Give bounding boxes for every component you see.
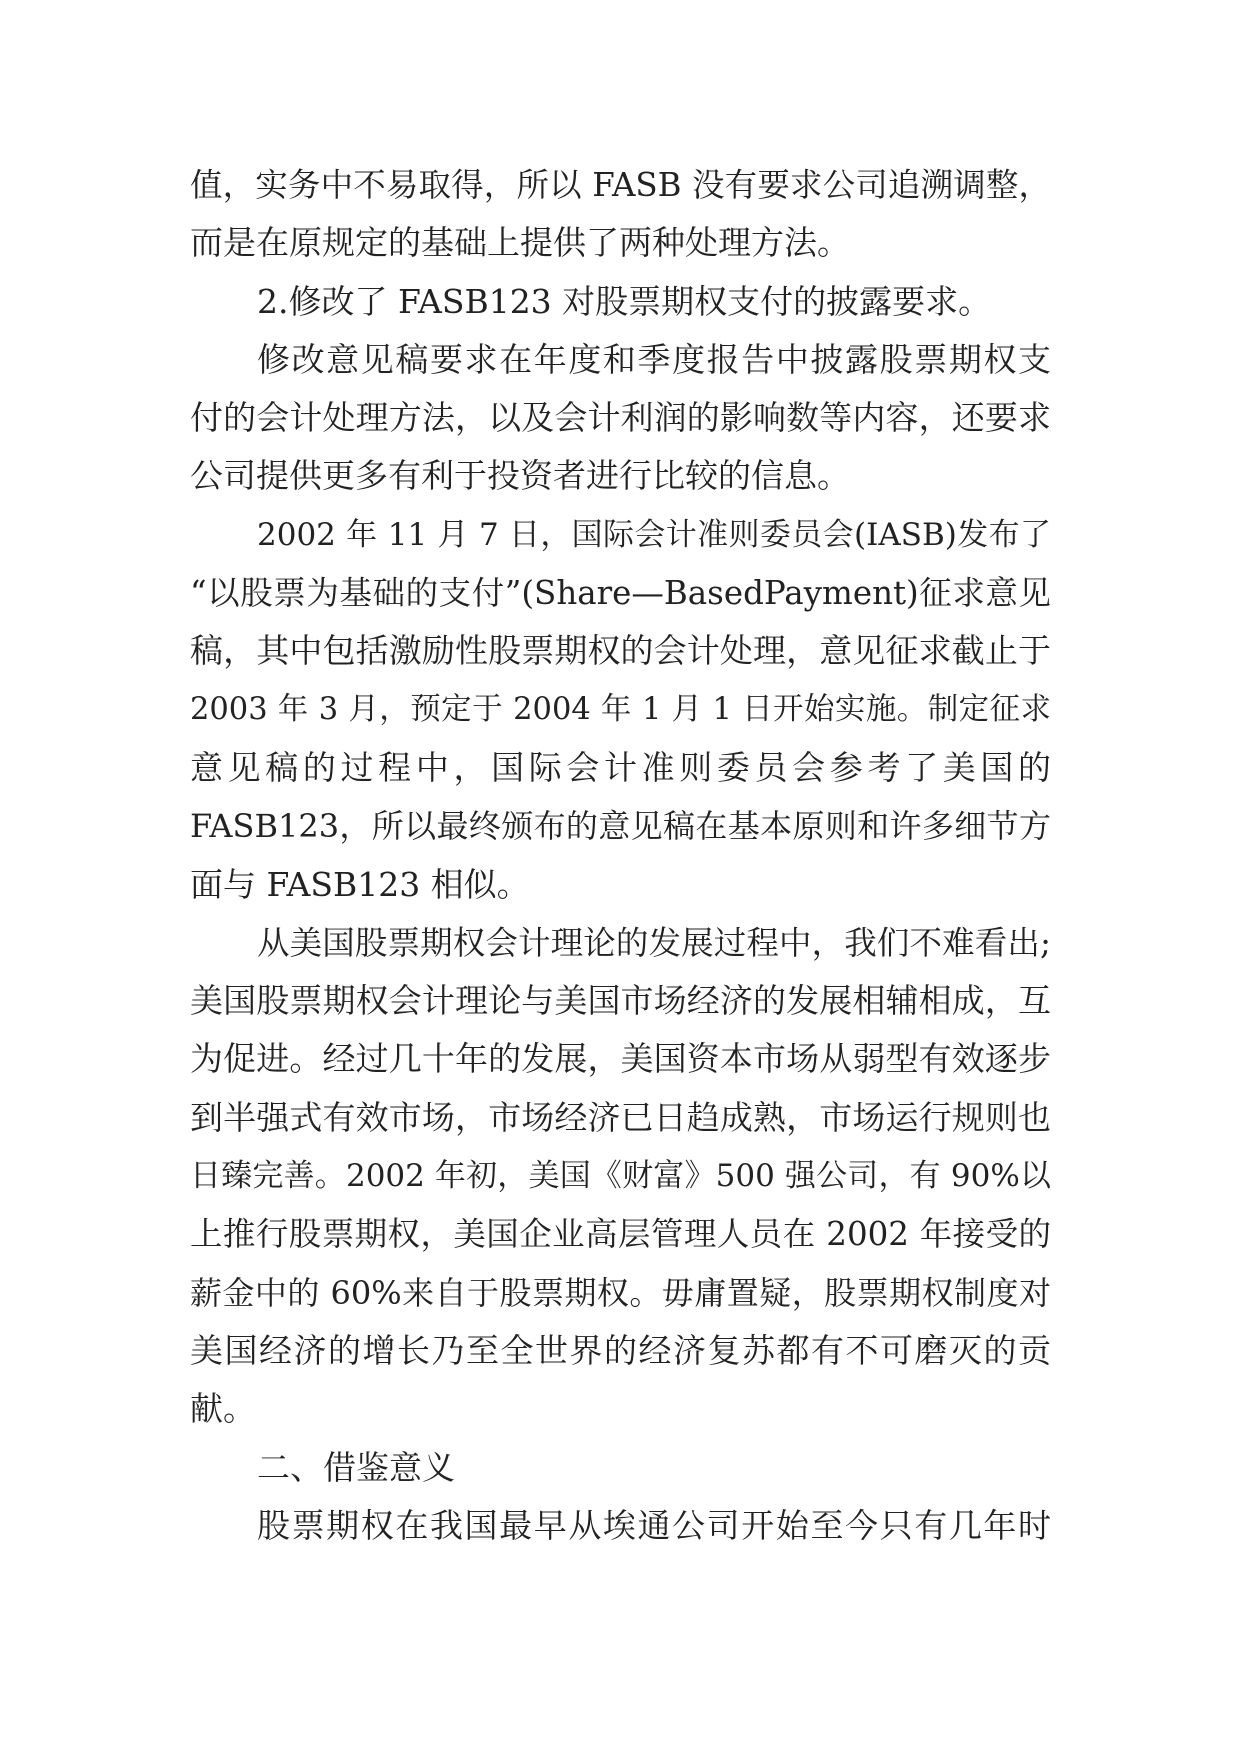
text-line: 修改意见稿要求在年度和季度报告中披露股票期权支 (257, 339, 1051, 379)
paragraph (190, 156, 1051, 273)
text-line: 从美国股票期权会计理论的发展过程中，我们不难看出; (257, 923, 1051, 962)
text-line: 面与 FASB123 相似。 (190, 864, 530, 904)
text-line: 公司提供更多有利于投资者进行比较的信息。 (190, 456, 850, 496)
text-line: 美国股票期权会计理论与美国市场经济的发展相辅相成，互 (190, 981, 1051, 1021)
paragraph (190, 1497, 1051, 1555)
text-line: FASB123，所以最终颁布的意见稿在基本原则和许多细节方 (190, 807, 1051, 846)
paragraph (190, 506, 1051, 914)
text-line: 到半强式有效市场，市场经济已日趋成熟，市场运行规则也 (190, 1097, 1051, 1137)
section-heading (190, 1439, 1051, 1497)
text-line: “以股票为基础的支付”(Share—BasedPayment)征求意见 (190, 574, 1051, 613)
text-line: 献。 (190, 1389, 256, 1429)
text-line: 美国经济的增长乃至全世界的经济复苏都有不可磨灭的贡 (190, 1330, 1051, 1370)
text-line: 股票期权在我国最早从埃通公司开始至今只有几年时 (257, 1505, 1051, 1545)
text-line: 稿，其中包括激励性股票期权的会计处理，意见征求截止于 (190, 631, 1051, 671)
paragraph (190, 914, 1051, 1439)
text-line: 上推行股票期权，美国企业高层管理人员在 2002 年接受的 (190, 1215, 1051, 1254)
text-line: 薪金中的 60%来自于股票期权。毋庸置疑，股票期权制度对 (190, 1273, 1051, 1312)
text-line: 而是在原规定的基础上提供了两种处理方法。 (190, 223, 850, 263)
text-line: 2.修改了 FASB123 对股票期权支付的披露要求。 (257, 281, 992, 321)
paragraph (190, 331, 1051, 506)
text-line: 2002 年 11 月 7 日，国际会计准则委员会(IASB)发布了 (257, 516, 1051, 553)
document-body (190, 156, 1051, 1555)
text-line: 日臻完善。2002 年初，美国《财富》500 强公司，有 90%以 (190, 1158, 1051, 1195)
paragraph (190, 273, 1051, 331)
text-line: 为促进。经过几十年的发展，美国资本市场从弱型有效逐步 (190, 1039, 1051, 1079)
text-line: 2003 年 3 月，预定于 2004 年 1 月 1 日开始实施。制定征求 (190, 691, 1051, 727)
section-heading-text: 二、借鉴意义 (257, 1447, 455, 1487)
text-line: 付的会计处理方法，以及会计利润的影响数等内容，还要求 (190, 398, 1051, 438)
text-line: 值，实务中不易取得，所以 FASB 没有要求公司追溯调整， (190, 166, 1051, 204)
text-line: 意见稿的过程中，国际会计准则委员会参考了美国的 (190, 747, 1051, 787)
